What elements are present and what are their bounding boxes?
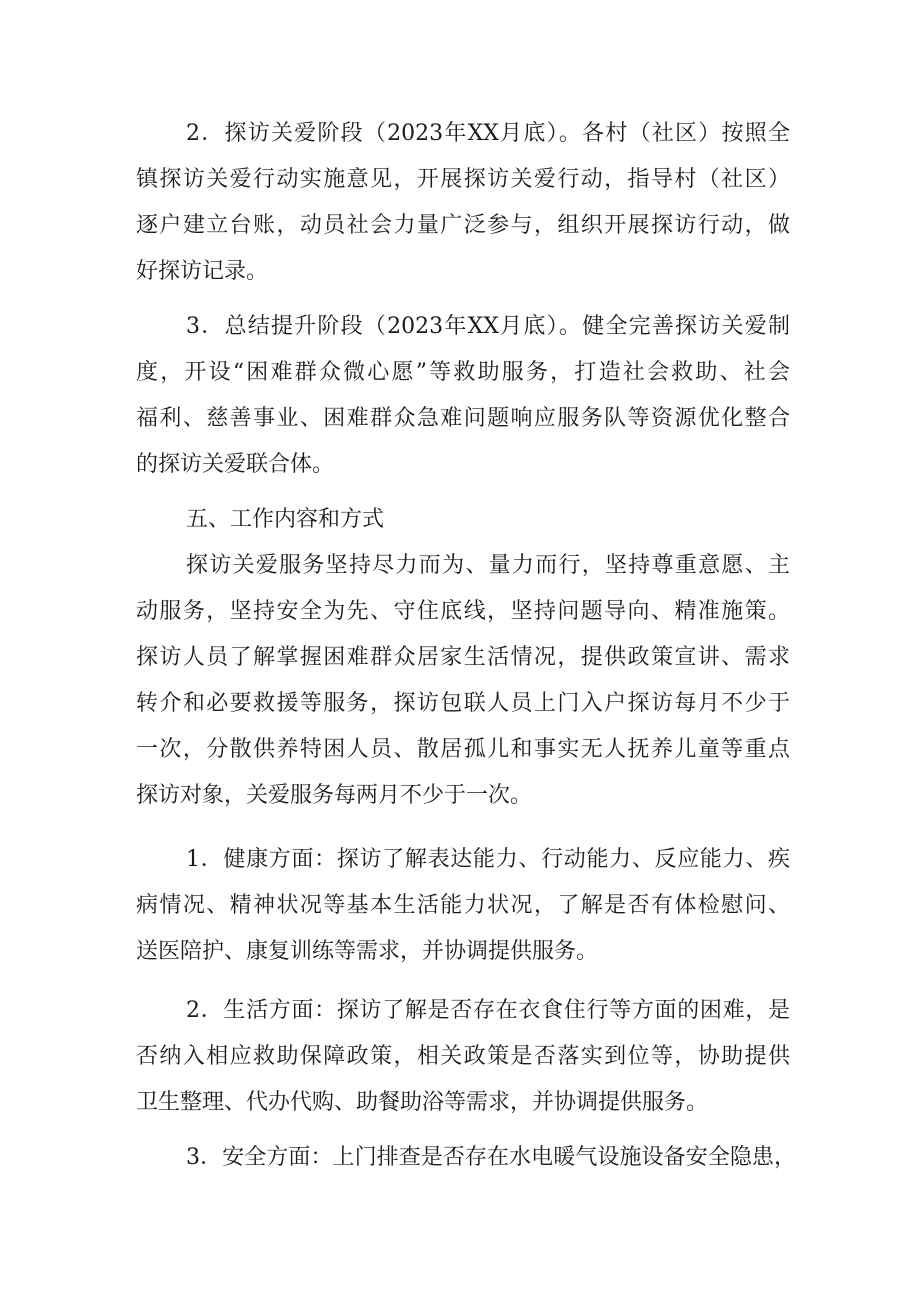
paragraph-5-line-1: 2．生活方面：探访了解是否存在衣食住行等方面的困难，是 [186, 998, 790, 1023]
paragraph-2-line-3: 福利、慈善事业、困难群众急难问题响应服务队等资源优化整合 [136, 406, 790, 431]
paragraph-4-line-2: 病情况、精神状况等基本生活能力状况，了解是否有体检慰问、 [136, 893, 790, 918]
paragraph-1-line-1: 2．探访关爱阶段（2023年XX月底）。各村（社区）按照全 [186, 121, 790, 146]
paragraph-3-line-5: 一次，分散供养特困人员、散居孤儿和事实无人抚养儿童等重点 [136, 737, 790, 762]
section-heading-5: 五、工作内容和方式 [186, 507, 385, 532]
paragraph-3-line-4: 转介和必要救援等服务，探访包联人员上门入户探访每月不少于 [136, 691, 790, 716]
paragraph-1-line-3: 逐户建立台账，动员社会力量广泛参与，组织开展探访行动，做 [136, 213, 790, 238]
paragraph-6-line-1: 3．安全方面：上门排查是否存在水电暖气设施设备安全隐患， [186, 1145, 796, 1170]
paragraph-3-line-1: 探访关爱服务坚持尽力而为、量力而行，坚持尊重意愿、主 [186, 553, 790, 578]
paragraph-2-line-1: 3．总结提升阶段（2023年XX月底）。健全完善探访关爱制 [186, 314, 790, 339]
paragraph-5-line-3: 卫生整理、代办代购、助餐助浴等需求，并协调提供服务。 [136, 1090, 709, 1115]
paragraph-1-line-4: 好探访记录。 [136, 259, 269, 284]
paragraph-2-line-4: 的探访关爱联合体。 [136, 452, 335, 477]
paragraph-3-line-6: 探访对象，关爱服务每两月不少于一次。 [136, 783, 533, 808]
paragraph-1-line-2: 镇探访关爱行动实施意见，开展探访关爱行动，指导村（社区） [136, 167, 790, 192]
paragraph-5-line-2: 否纳入相应救助保障政策，相关政策是否落实到位等，协助提供 [136, 1044, 790, 1069]
paragraph-2-line-2: 度，开设“困难群众微心愿”等救助服务，打造社会救助、社会 [136, 360, 790, 385]
paragraph-4-line-1: 1．健康方面：探访了解表达能力、行动能力、反应能力、疾 [186, 847, 790, 872]
paragraph-4-line-3: 送医陪护、康复训练等需求，并协调提供服务。 [136, 939, 599, 964]
paragraph-3-line-2: 动服务，坚持安全为先、守住底线，坚持问题导向、精准施策。 [136, 599, 790, 624]
paragraph-3-line-3: 探访人员了解掌握困难群众居家生活情况，提供政策宣讲、需求 [136, 645, 790, 670]
